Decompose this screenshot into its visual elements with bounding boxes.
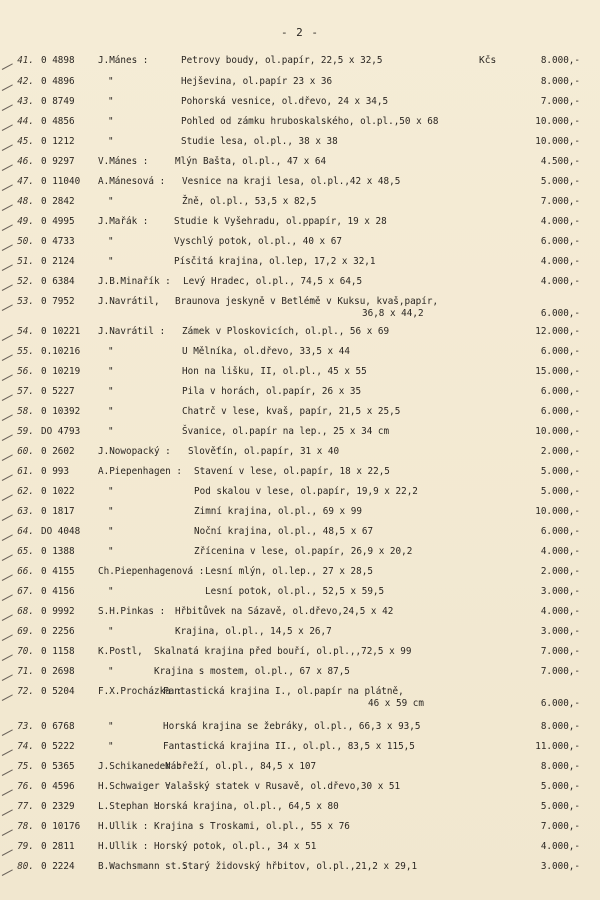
inventory-number: 0 9992 bbox=[41, 606, 75, 617]
price: 5.000,- bbox=[540, 781, 580, 792]
row-index: 75. bbox=[4, 761, 34, 772]
inventory-number: 0 4733 bbox=[41, 236, 75, 247]
artwork-description: Zámek v Ploskovicích, ol.pl., 56 x 69 bbox=[182, 326, 390, 337]
row-index: 48. bbox=[4, 196, 34, 207]
artist-name: F.X.Procházka : bbox=[98, 686, 182, 697]
inventory-number: 0 4898 bbox=[41, 55, 75, 66]
inventory-number: 0 10392 bbox=[41, 406, 81, 417]
artist-name: V.Mánes : bbox=[98, 156, 149, 167]
price: 10.000,- bbox=[535, 136, 580, 147]
inventory-number: 0.10216 bbox=[41, 346, 81, 357]
price: 6.000,- bbox=[540, 406, 580, 417]
row-index: 58. bbox=[4, 406, 34, 417]
price: 8.000,- bbox=[540, 55, 580, 66]
artwork-description: Krajina s mostem, ol.pl., 67 x 87,5 bbox=[154, 666, 350, 677]
artwork-description-continued: 36,8 x 44,2 bbox=[362, 308, 424, 319]
row-index: 71. bbox=[4, 666, 34, 677]
artist-name: " bbox=[108, 526, 114, 537]
row-index: 59. bbox=[4, 426, 34, 437]
artwork-description: Braunova jeskyně v Betlémě v Kuksu, kvaš,papír, bbox=[175, 296, 439, 307]
table-row bbox=[0, 176, 600, 196]
artwork-description: Chatrč v lese, kvaš, papír, 21,5 x 25,5 bbox=[182, 406, 401, 417]
artwork-description: Švanice, ol.papír na lep., 25 x 34 cm bbox=[182, 426, 390, 437]
artwork-description: Fantastická krajina II., ol.pl., 83,5 x 115,5 bbox=[163, 741, 415, 752]
artist-name: J.Schikaneder : bbox=[98, 761, 182, 772]
artwork-description: Písčitá krajina, ol.lep, 17,2 x 32,1 bbox=[174, 256, 376, 267]
artwork-description: Skalnatá krajina před bouří, ol.pl.,,72,5 x 99 bbox=[154, 646, 412, 657]
price: 7.000,- bbox=[540, 821, 580, 832]
table-row bbox=[0, 686, 600, 709]
inventory-number: 0 2329 bbox=[41, 801, 75, 812]
price: 8.000,- bbox=[540, 721, 580, 732]
artist-name: Ch.Piepenhagenová : bbox=[98, 566, 205, 577]
inventory-number: 0 4156 bbox=[41, 586, 75, 597]
artist-name: " bbox=[108, 666, 114, 677]
table-row bbox=[0, 76, 600, 96]
artwork-description: Mlýn Bašta, ol.pl., 47 x 64 bbox=[175, 156, 327, 167]
inventory-number: 0 2256 bbox=[41, 626, 75, 637]
inventory-number: 0 1388 bbox=[41, 546, 75, 557]
price: 6.000,- bbox=[540, 526, 580, 537]
table-row bbox=[0, 606, 600, 626]
artwork-description: Studie k Vyšehradu, ol.ppapír, 19 x 28 bbox=[174, 216, 387, 227]
table-row bbox=[0, 626, 600, 646]
row-index: 80. bbox=[4, 861, 34, 872]
row-index: 76. bbox=[4, 781, 34, 792]
row-index: 74. bbox=[4, 741, 34, 752]
price: 4.000,- bbox=[540, 606, 580, 617]
row-index: 50. bbox=[4, 236, 34, 247]
table-row bbox=[0, 236, 600, 256]
price: 4.500,- bbox=[540, 156, 580, 167]
row-index: 56. bbox=[4, 366, 34, 377]
artist-name: " bbox=[108, 136, 114, 147]
table-row bbox=[0, 256, 600, 276]
row-index: 41. bbox=[4, 55, 34, 66]
price: 7.000,- bbox=[540, 196, 580, 207]
artist-name: B.Wachsmann st.: bbox=[98, 861, 188, 872]
inventory-number: 0 4856 bbox=[41, 116, 75, 127]
price: 4.000,- bbox=[540, 841, 580, 852]
artist-name: J.Mánes : bbox=[98, 55, 149, 66]
inventory-number: 0 4995 bbox=[41, 216, 75, 227]
price: 8.000,- bbox=[540, 76, 580, 87]
price: 7.000,- bbox=[540, 646, 580, 657]
currency-label: Kčs bbox=[479, 55, 497, 66]
price: 10.000,- bbox=[535, 506, 580, 517]
artist-name: H.Ullik : bbox=[98, 821, 149, 832]
inventory-number: 0 2602 bbox=[41, 446, 75, 457]
row-index: 61. bbox=[4, 466, 34, 477]
inventory-number: 0 1212 bbox=[41, 136, 75, 147]
row-index: 62. bbox=[4, 486, 34, 497]
inventory-number: 0 5365 bbox=[41, 761, 75, 772]
table-row bbox=[0, 55, 600, 75]
artist-name: " bbox=[108, 721, 114, 732]
artwork-description: Starý židovský hřbitov, ol.pl.,21,2 x 29,1 bbox=[182, 861, 418, 872]
price: 12.000,- bbox=[535, 326, 580, 337]
table-row bbox=[0, 781, 600, 801]
artwork-description-continued: 46 x 59 cm bbox=[368, 698, 424, 709]
price: 2.000,- bbox=[540, 566, 580, 577]
row-index: 55. bbox=[4, 346, 34, 357]
price: 8.000,- bbox=[540, 761, 580, 772]
row-index: 42. bbox=[4, 76, 34, 87]
price: 15.000,- bbox=[535, 366, 580, 377]
price: 4.000,- bbox=[540, 546, 580, 557]
artist-name: " bbox=[108, 346, 114, 357]
inventory-number: 0 10221 bbox=[41, 326, 81, 337]
artwork-description: Fantastická krajina I., ol.papír na plátně, bbox=[163, 686, 404, 697]
inventory-number: 0 11040 bbox=[41, 176, 81, 187]
artist-name: H.Schwaiger : bbox=[98, 781, 171, 792]
artwork-description: Hřbitůvek na Sázavě, ol.dřevo,24,5 x 42 bbox=[175, 606, 394, 617]
row-index: 68. bbox=[4, 606, 34, 617]
price: 5.000,- bbox=[540, 176, 580, 187]
table-row bbox=[0, 566, 600, 586]
table-row bbox=[0, 466, 600, 486]
artwork-description: Lesní mlýn, ol.lep., 27 x 28,5 bbox=[205, 566, 373, 577]
table-row bbox=[0, 861, 600, 881]
artist-name: " bbox=[108, 76, 114, 87]
row-index: 63. bbox=[4, 506, 34, 517]
table-row bbox=[0, 801, 600, 821]
table-row bbox=[0, 116, 600, 136]
artwork-description: Studie lesa, ol.pl., 38 x 38 bbox=[181, 136, 338, 147]
table-row bbox=[0, 646, 600, 666]
table-row bbox=[0, 96, 600, 116]
inventory-number: 0 10176 bbox=[41, 821, 81, 832]
price: 6.000,- bbox=[540, 308, 580, 319]
table-row bbox=[0, 216, 600, 236]
inventory-number: 0 6768 bbox=[41, 721, 75, 732]
price: 3.000,- bbox=[540, 861, 580, 872]
artwork-description: Hon na lišku, II, ol.pl., 45 x 55 bbox=[182, 366, 367, 377]
price: 5.000,- bbox=[540, 466, 580, 477]
artwork-description: Nábřeží, ol.pl., 84,5 x 107 bbox=[165, 761, 317, 772]
inventory-number: 0 1022 bbox=[41, 486, 75, 497]
table-row bbox=[0, 821, 600, 841]
table-row bbox=[0, 586, 600, 606]
price: 6.000,- bbox=[540, 698, 580, 709]
row-index: 66. bbox=[4, 566, 34, 577]
price: 2.000,- bbox=[540, 446, 580, 457]
row-index: 73. bbox=[4, 721, 34, 732]
artwork-description: Pod skalou v lese, ol.papír, 19,9 x 22,2 bbox=[194, 486, 418, 497]
inventory-number: 0 1158 bbox=[41, 646, 75, 657]
table-row bbox=[0, 546, 600, 566]
artist-name: J.B.Minařík : bbox=[98, 276, 171, 287]
artwork-description: Horská krajina se žebráky, ol.pl., 66,3 x 93,5 bbox=[163, 721, 421, 732]
table-row bbox=[0, 741, 600, 761]
price: 6.000,- bbox=[540, 236, 580, 247]
artwork-description: Slověťín, ol.papír, 31 x 40 bbox=[188, 446, 340, 457]
table-row bbox=[0, 196, 600, 216]
artist-name: A.Mánesová : bbox=[98, 176, 166, 187]
artist-name: " bbox=[108, 626, 114, 637]
artwork-description: Zřícenina v lese, ol.papír, 26,9 x 20,2 bbox=[194, 546, 413, 557]
artwork-description: Lesní potok, ol.pl., 52,5 x 59,5 bbox=[205, 586, 385, 597]
table-row bbox=[0, 136, 600, 156]
price: 5.000,- bbox=[540, 801, 580, 812]
inventory-number: 0 7952 bbox=[41, 296, 75, 307]
price: 6.000,- bbox=[540, 386, 580, 397]
table-row bbox=[0, 526, 600, 546]
artwork-description: Petrovy boudy, ol.papír, 22,5 x 32,5 bbox=[181, 55, 383, 66]
artist-name: J.Nowopacký : bbox=[98, 446, 171, 457]
page-number: - 2 - bbox=[280, 26, 320, 39]
artwork-description: Vesnice na kraji lesa, ol.pl.,42 x 48,5 bbox=[182, 176, 401, 187]
row-index: 47. bbox=[4, 176, 34, 187]
artwork-description: Zimní krajina, ol.pl., 69 x 99 bbox=[194, 506, 362, 517]
inventory-number: 0 5227 bbox=[41, 386, 75, 397]
artist-name: S.H.Pinkas : bbox=[98, 606, 166, 617]
artist-name: H.Ullik : bbox=[98, 841, 149, 852]
table-row bbox=[0, 841, 600, 861]
inventory-number: 0 2224 bbox=[41, 861, 75, 872]
row-index: 57. bbox=[4, 386, 34, 397]
inventory-number: 0 4155 bbox=[41, 566, 75, 577]
inventory-number: 0 2811 bbox=[41, 841, 75, 852]
artwork-description: Stavení v lese, ol.papír, 18 x 22,5 bbox=[194, 466, 390, 477]
inventory-number: 0 993 bbox=[41, 466, 69, 477]
inventory-number: 0 2842 bbox=[41, 196, 75, 207]
artwork-description: Žně, ol.pl., 53,5 x 82,5 bbox=[182, 196, 317, 207]
row-index: 46. bbox=[4, 156, 34, 167]
price: 4.000,- bbox=[540, 216, 580, 227]
row-index: 77. bbox=[4, 801, 34, 812]
artist-name: " bbox=[108, 96, 114, 107]
table-row bbox=[0, 761, 600, 781]
inventory-number: 0 4896 bbox=[41, 76, 75, 87]
row-index: 69. bbox=[4, 626, 34, 637]
artwork-description: Pohled od zámku hruboskalského, ol.pl.,50 x 68 bbox=[181, 116, 439, 127]
artwork-description: Hejševina, ol.papír 23 x 36 bbox=[181, 76, 333, 87]
table-row bbox=[0, 326, 600, 346]
price: 10.000,- bbox=[535, 116, 580, 127]
price: 10.000,- bbox=[535, 426, 580, 437]
row-index: 53. bbox=[4, 296, 34, 307]
inventory-number: 0 1817 bbox=[41, 506, 75, 517]
row-index: 45. bbox=[4, 136, 34, 147]
table-row bbox=[0, 156, 600, 176]
row-index: 70. bbox=[4, 646, 34, 657]
artist-name: L.Stephan : bbox=[98, 801, 160, 812]
row-index: 64. bbox=[4, 526, 34, 537]
row-index: 79. bbox=[4, 841, 34, 852]
artwork-description: Krajina, ol.pl., 14,5 x 26,7 bbox=[175, 626, 332, 637]
artist-name: " bbox=[108, 506, 114, 517]
row-index: 49. bbox=[4, 216, 34, 227]
table-row bbox=[0, 366, 600, 386]
table-row bbox=[0, 346, 600, 366]
artist-name: " bbox=[108, 196, 114, 207]
table-row bbox=[0, 276, 600, 296]
price: 3.000,- bbox=[540, 586, 580, 597]
artist-name: " bbox=[108, 741, 114, 752]
inventory-number: DO 4793 bbox=[41, 426, 81, 437]
row-index: 51. bbox=[4, 256, 34, 267]
inventory-number: 0 5204 bbox=[41, 686, 75, 697]
row-index: 44. bbox=[4, 116, 34, 127]
inventory-number: 0 5222 bbox=[41, 741, 75, 752]
price: 6.000,- bbox=[540, 346, 580, 357]
inventory-number: 0 4596 bbox=[41, 781, 75, 792]
artist-name: K.Postl, bbox=[98, 646, 143, 657]
artist-name: J.Navrátil : bbox=[98, 326, 166, 337]
artist-name: " bbox=[108, 426, 114, 437]
artist-name: " bbox=[108, 366, 114, 377]
artwork-description: Valašský statek v Rusavě, ol.dřevo,30 x 51 bbox=[165, 781, 401, 792]
artwork-description: Pohorská vesnice, ol.dřevo, 24 x 34,5 bbox=[181, 96, 389, 107]
table-row bbox=[0, 386, 600, 406]
price: 4.000,- bbox=[540, 256, 580, 267]
table-row bbox=[0, 666, 600, 686]
row-index: 65. bbox=[4, 546, 34, 557]
artist-name: A.Piepenhagen : bbox=[98, 466, 182, 477]
row-index: 54. bbox=[4, 326, 34, 337]
artist-name: " bbox=[108, 116, 114, 127]
artwork-description: Vyschlý potok, ol.pl., 40 x 67 bbox=[174, 236, 342, 247]
artwork-description: Horská krajina, ol.pl., 64,5 x 80 bbox=[154, 801, 339, 812]
price: 7.000,- bbox=[540, 666, 580, 677]
inventory-number: 0 8749 bbox=[41, 96, 75, 107]
artwork-description: Noční krajina, ol.pl., 48,5 x 67 bbox=[194, 526, 374, 537]
price: 5.000,- bbox=[540, 486, 580, 497]
artist-name: J.Mařák : bbox=[98, 216, 149, 227]
artist-name: " bbox=[108, 546, 114, 557]
table-row bbox=[0, 486, 600, 506]
table-row bbox=[0, 721, 600, 741]
row-index: 43. bbox=[4, 96, 34, 107]
artwork-description: Krajina s Troskami, ol.pl., 55 x 76 bbox=[154, 821, 350, 832]
price: 3.000,- bbox=[540, 626, 580, 637]
row-index: 78. bbox=[4, 821, 34, 832]
artwork-description: Levý Hradec, ol.pl., 74,5 x 64,5 bbox=[183, 276, 363, 287]
artist-name: " bbox=[108, 386, 114, 397]
table-row bbox=[0, 446, 600, 466]
row-index: 72. bbox=[4, 686, 34, 697]
row-index: 52. bbox=[4, 276, 34, 287]
artist-name: " bbox=[108, 406, 114, 417]
artist-name: " bbox=[108, 236, 114, 247]
artist-name: " bbox=[108, 586, 114, 597]
table-row bbox=[0, 296, 600, 319]
inventory-number: 0 2124 bbox=[41, 256, 75, 267]
row-index: 60. bbox=[4, 446, 34, 457]
table-row bbox=[0, 506, 600, 526]
row-index: 67. bbox=[4, 586, 34, 597]
inventory-number: 0 2698 bbox=[41, 666, 75, 677]
price: 7.000,- bbox=[540, 96, 580, 107]
artist-name: J.Navrátil, bbox=[98, 296, 160, 307]
artwork-description: Horský potok, ol.pl., 34 x 51 bbox=[154, 841, 317, 852]
price: 4.000,- bbox=[540, 276, 580, 287]
inventory-number: 0 6384 bbox=[41, 276, 75, 287]
price: 11.000,- bbox=[535, 741, 580, 752]
table-row bbox=[0, 426, 600, 446]
inventory-number: 0 10219 bbox=[41, 366, 81, 377]
inventory-number: 0 9297 bbox=[41, 156, 75, 167]
artist-name: " bbox=[108, 256, 114, 267]
table-row bbox=[0, 406, 600, 426]
artist-name: " bbox=[108, 486, 114, 497]
inventory-number: DO 4048 bbox=[41, 526, 81, 537]
artwork-description: Pila v horách, ol.papír, 26 x 35 bbox=[182, 386, 362, 397]
artwork-description: U Mělníka, ol.dřevo, 33,5 x 44 bbox=[182, 346, 350, 357]
